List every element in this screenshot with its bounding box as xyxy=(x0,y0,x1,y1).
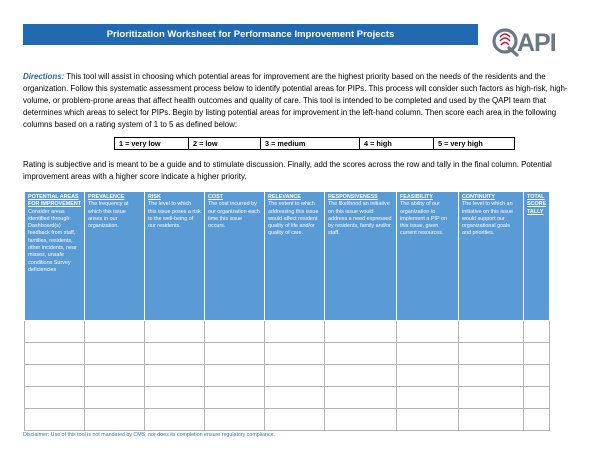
col-desc: The level to which an initiative on this issue would support our organizational goals and priorities. xyxy=(462,201,513,237)
table-cell[interactable] xyxy=(85,365,145,387)
col-desc: The level to which this issue poses a risk to the well-being of our residents. xyxy=(148,201,201,230)
col-title: RELEVANCE xyxy=(268,194,301,200)
scale-item: 5 = very high xyxy=(434,138,515,150)
col-title: PREVALENCE xyxy=(88,194,125,200)
table-cell[interactable] xyxy=(524,409,550,431)
table-cell[interactable] xyxy=(145,409,205,431)
table-cell[interactable] xyxy=(397,321,459,343)
col-desc: The extent to which addressing this issue would affect resident quality of life and/or quality of care. xyxy=(268,201,319,237)
table-row xyxy=(25,387,550,409)
table-cell[interactable] xyxy=(524,387,550,409)
col-cost xyxy=(205,192,265,321)
scale-item: 1 = very low xyxy=(115,138,189,150)
table-cell[interactable] xyxy=(85,387,145,409)
table-cell[interactable] xyxy=(25,365,85,387)
qapi-logo xyxy=(491,27,581,57)
table-cell[interactable] xyxy=(25,409,85,431)
col-desc: The ability of our organization to implement a PIP on this issue, given current resources. xyxy=(400,201,447,237)
table-cell[interactable] xyxy=(85,321,145,343)
col-prevalence xyxy=(85,192,145,321)
page-title: Prioritization Worksheet for Performance Improvement Projects xyxy=(23,24,478,45)
col-continuity xyxy=(459,192,524,321)
table-cell[interactable] xyxy=(145,387,205,409)
table-cell[interactable] xyxy=(205,321,265,343)
table-cell[interactable] xyxy=(265,321,325,343)
table-cell[interactable] xyxy=(459,365,524,387)
table-cell[interactable] xyxy=(459,409,524,431)
disclaimer: Disclaimer: Use of this tool is not mandated by CMS, nor does its completion ensure regulatory compliance. xyxy=(23,432,276,438)
col-risk xyxy=(145,192,205,321)
table-cell[interactable] xyxy=(325,409,397,431)
col-desc: Consider areas identified through: Dashboard(s) feedback from staff, families, residents, other incidents, near misses, unsafe conditions Survey deficiencies xyxy=(28,208,77,273)
table-cell[interactable] xyxy=(85,343,145,365)
table-cell[interactable] xyxy=(25,321,85,343)
table-row xyxy=(25,343,550,365)
col-relevance xyxy=(265,192,325,321)
table-cell[interactable] xyxy=(459,387,524,409)
table-cell[interactable] xyxy=(85,409,145,431)
table-cell[interactable] xyxy=(265,365,325,387)
table-cell[interactable] xyxy=(145,365,205,387)
col-desc: The likelihood an initiative on this issue would address a need expressed by residents, family and/or staff. xyxy=(328,201,392,237)
directions-text: This tool will assist in choosing which potential areas for improvement are the highest priority based on the needs of the residents and the organization. Follow this systematic assessment process below to identify potential areas for PIPs. This process will consider such factors as high-risk, high-volume, or problem-prone areas that affect health outcomes and quality of care. This tool is intended to be completed and used by the QAPI team that determines which areas to select for PIPs. Begin by listing potential areas for improvement in the left-hand column. Then score each area in the following columns based on a rating system of 1 to 5 as defined below: xyxy=(23,72,568,129)
table-cell[interactable] xyxy=(205,343,265,365)
scale-item: 4 = high xyxy=(360,138,434,150)
table-cell[interactable] xyxy=(459,321,524,343)
table-cell[interactable] xyxy=(265,409,325,431)
col-title: POTENTIAL AREAS FOR IMPROVEMENT xyxy=(28,194,82,208)
directions xyxy=(23,71,583,131)
table-cell[interactable] xyxy=(265,387,325,409)
table-cell[interactable] xyxy=(325,365,397,387)
col-desc: The cost incurred by our organization each time this issue occurs. xyxy=(208,201,260,230)
table-cell[interactable] xyxy=(325,321,397,343)
col-title: RESPONSIVENESS xyxy=(328,194,378,200)
table-cell[interactable] xyxy=(524,365,550,387)
col-potential-areas xyxy=(25,192,85,321)
table-cell[interactable] xyxy=(524,343,550,365)
table-cell[interactable] xyxy=(265,343,325,365)
table-cell[interactable] xyxy=(397,387,459,409)
logo-word: API xyxy=(517,29,556,57)
table-cell[interactable] xyxy=(205,365,265,387)
table-cell[interactable] xyxy=(459,343,524,365)
col-feasibility xyxy=(397,192,459,321)
table-cell[interactable] xyxy=(145,343,205,365)
table-cell[interactable] xyxy=(397,343,459,365)
table-cell[interactable] xyxy=(397,365,459,387)
table-cell[interactable] xyxy=(25,387,85,409)
col-desc: The frequency at which this issue arises in our organization. xyxy=(88,201,129,230)
col-title: TOTAL SCORE TALLY xyxy=(527,194,547,215)
table-header-row xyxy=(25,192,550,321)
table-cell[interactable] xyxy=(397,409,459,431)
table-cell[interactable] xyxy=(325,343,397,365)
rating-scale xyxy=(114,137,515,150)
rating-note: Rating is subjective and is meant to be a guide and to stimulate discussion. Finally, add the scores across the row and tally in the final column. Potential improvement areas with a higher score indicate a higher priority. xyxy=(23,160,552,181)
scale-item: 2 = low xyxy=(189,138,261,150)
col-title: RISK xyxy=(148,194,161,200)
table-cell[interactable] xyxy=(25,343,85,365)
directions-lead: Directions: xyxy=(23,72,65,81)
table-cell[interactable] xyxy=(524,321,550,343)
col-responsiveness xyxy=(325,192,397,321)
table-row xyxy=(25,365,550,387)
table-cell[interactable] xyxy=(325,387,397,409)
table-row xyxy=(25,409,550,431)
table-cell[interactable] xyxy=(145,321,205,343)
table-cell[interactable] xyxy=(205,409,265,431)
col-total-score xyxy=(524,192,550,321)
table-cell[interactable] xyxy=(205,387,265,409)
worksheet-table xyxy=(24,191,550,431)
col-title: COST xyxy=(208,194,223,200)
scale-item: 3 = medium xyxy=(261,138,360,150)
table-row xyxy=(25,321,550,343)
col-title: FEASIBILITY xyxy=(400,194,433,200)
col-title: CONTINUITY xyxy=(462,194,495,200)
